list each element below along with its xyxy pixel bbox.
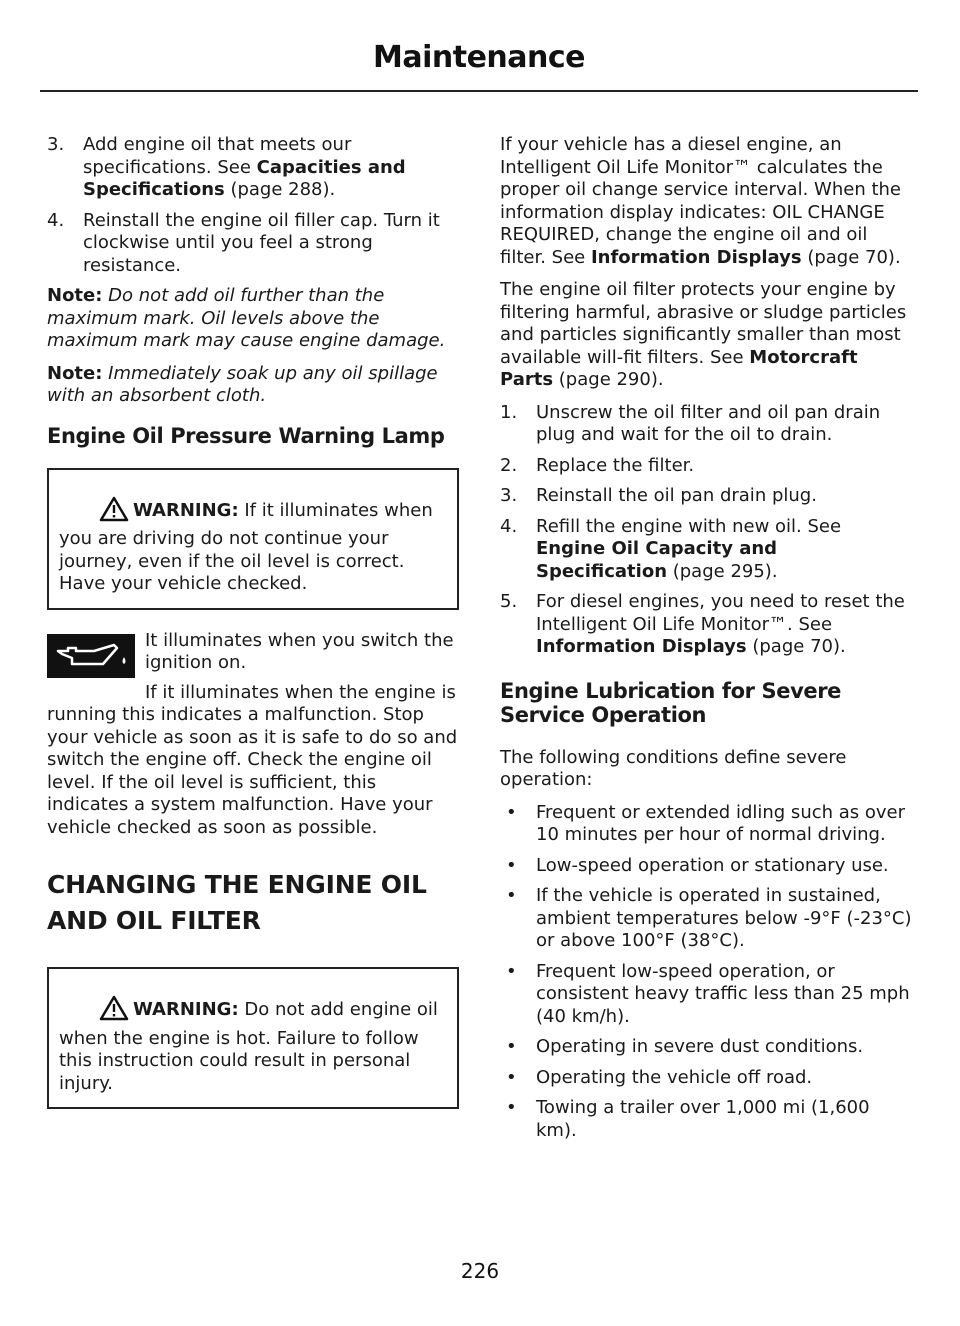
step-3: 3. Reinstall the oil pan drain plug. [500,485,817,506]
page-number: 226 [460,1259,500,1283]
link-information-displays[interactable]: Information Displays [536,636,747,657]
list-item: • Low-speed operation or stationary use. [506,854,889,876]
lamp-text-ignition: It illuminates when you switch the ignition on. [145,629,454,673]
severe-intro: The following conditions define severe operation: [500,746,847,790]
step-4: 4. Refill the engine with new oil. See Engine Oil Capacity and Specification (page 295). [500,515,842,582]
step-4: 4. Reinstall the engine oil filler cap. Turn it clockwise until you feel a strong resistance. [47,209,440,276]
left-column [47,134,459,1127]
right-column [500,134,912,1150]
step-5: 5. For diesel engines, you need to reset the Intelligent Oil Life Monitor™. See Information Displays (page 70). [500,591,905,657]
heading-oil-pressure-lamp: Engine Oil Pressure Warning Lamp [47,423,445,448]
link-information-displays[interactable]: Information Displays [590,246,802,268]
step-1: 1. Unscrew the oil filter and oil pan drain plug and wait for the oil to drain. [500,401,881,445]
oil-pressure-warning-icon [47,634,135,678]
warning-triangle-icon [99,995,129,1028]
page-header-title: Maintenance [372,40,585,75]
warning-box-driving: WARNING: If it illuminates when you are driving do not continue your journey, even if the oil level is correct. Have your vehicle checked. [47,468,459,610]
link-capacities-and-specifications[interactable]: Capacities and Specifications [83,156,406,200]
heading-changing-oil: CHANGING THE ENGINE OIL AND OIL FILTER [47,870,427,935]
link-motorcraft-parts[interactable]: Motorcraft Parts [500,346,858,390]
step-2: 2. Replace the filter. [500,454,695,476]
warning-triangle-icon [99,496,129,529]
list-item: • Towing a trailer over 1,000 mi (1,600 km). [506,1097,870,1141]
paragraph-oil-filter: The engine oil filter protects your engine by filtering harmful, abrasive or sludge particles and particles significantly smaller than most available will-fit filters. See Motorcraft Parts (page 290). [500,279,907,390]
step-3: 3. Add engine oil that meets our specifications. See Capacities and Specifications (page 288). [47,134,406,200]
lamp-text-malfunction: If it illuminates when the engine is running this indicates a malfunction. Stop your vehicle as soon as it is safe to do so and switch the engine off. Check the engine oil level. If the oil level is sufficient, this indicates a system malfunction. Have your vehicle checked as soon as possible. [47,681,458,838]
list-item: • Frequent or extended idling such as over 10 minutes per hour of normal driving. [506,801,906,845]
oil-lamp-row [47,628,459,678]
list-item: • If the vehicle is operated in sustained, ambient temperatures below -9°F (-23°C) or above 100°F (38°C). [506,885,912,951]
warning-box-hot-engine: WARNING: Do not add engine oil when the engine is hot. Failure to follow this instruction could result in personal injury. [47,967,459,1109]
note-max-mark: Note: Do not add oil further than the maximum mark. Oil levels above the maximum mark may cause engine damage. [47,285,446,351]
header-rule [40,90,918,92]
list-item: • Operating in severe dust conditions. [506,1036,864,1057]
link-engine-oil-capacity[interactable]: Engine Oil Capacity and Specification [536,538,778,582]
list-item: • Frequent low-speed operation, or consistent heavy traffic less than 25 mph (40 km/h). [506,960,910,1027]
list-item: • Operating the vehicle off road. [506,1066,813,1088]
note-spillage: Note: Immediately soak up any oil spillage with an absorbent cloth. [47,362,438,406]
heading-severe-service: Engine Lubrication for Severe Service Operation [500,678,842,727]
paragraph-diesel-monitor: If your vehicle has a diesel engine, an Intelligent Oil Life Monitor™ calculates the proper oil change service interval. When the information display indicates: OIL CHANGE REQUIRED, change the engine oil and oil filter. See Information Displays (page 70). [500,134,901,268]
